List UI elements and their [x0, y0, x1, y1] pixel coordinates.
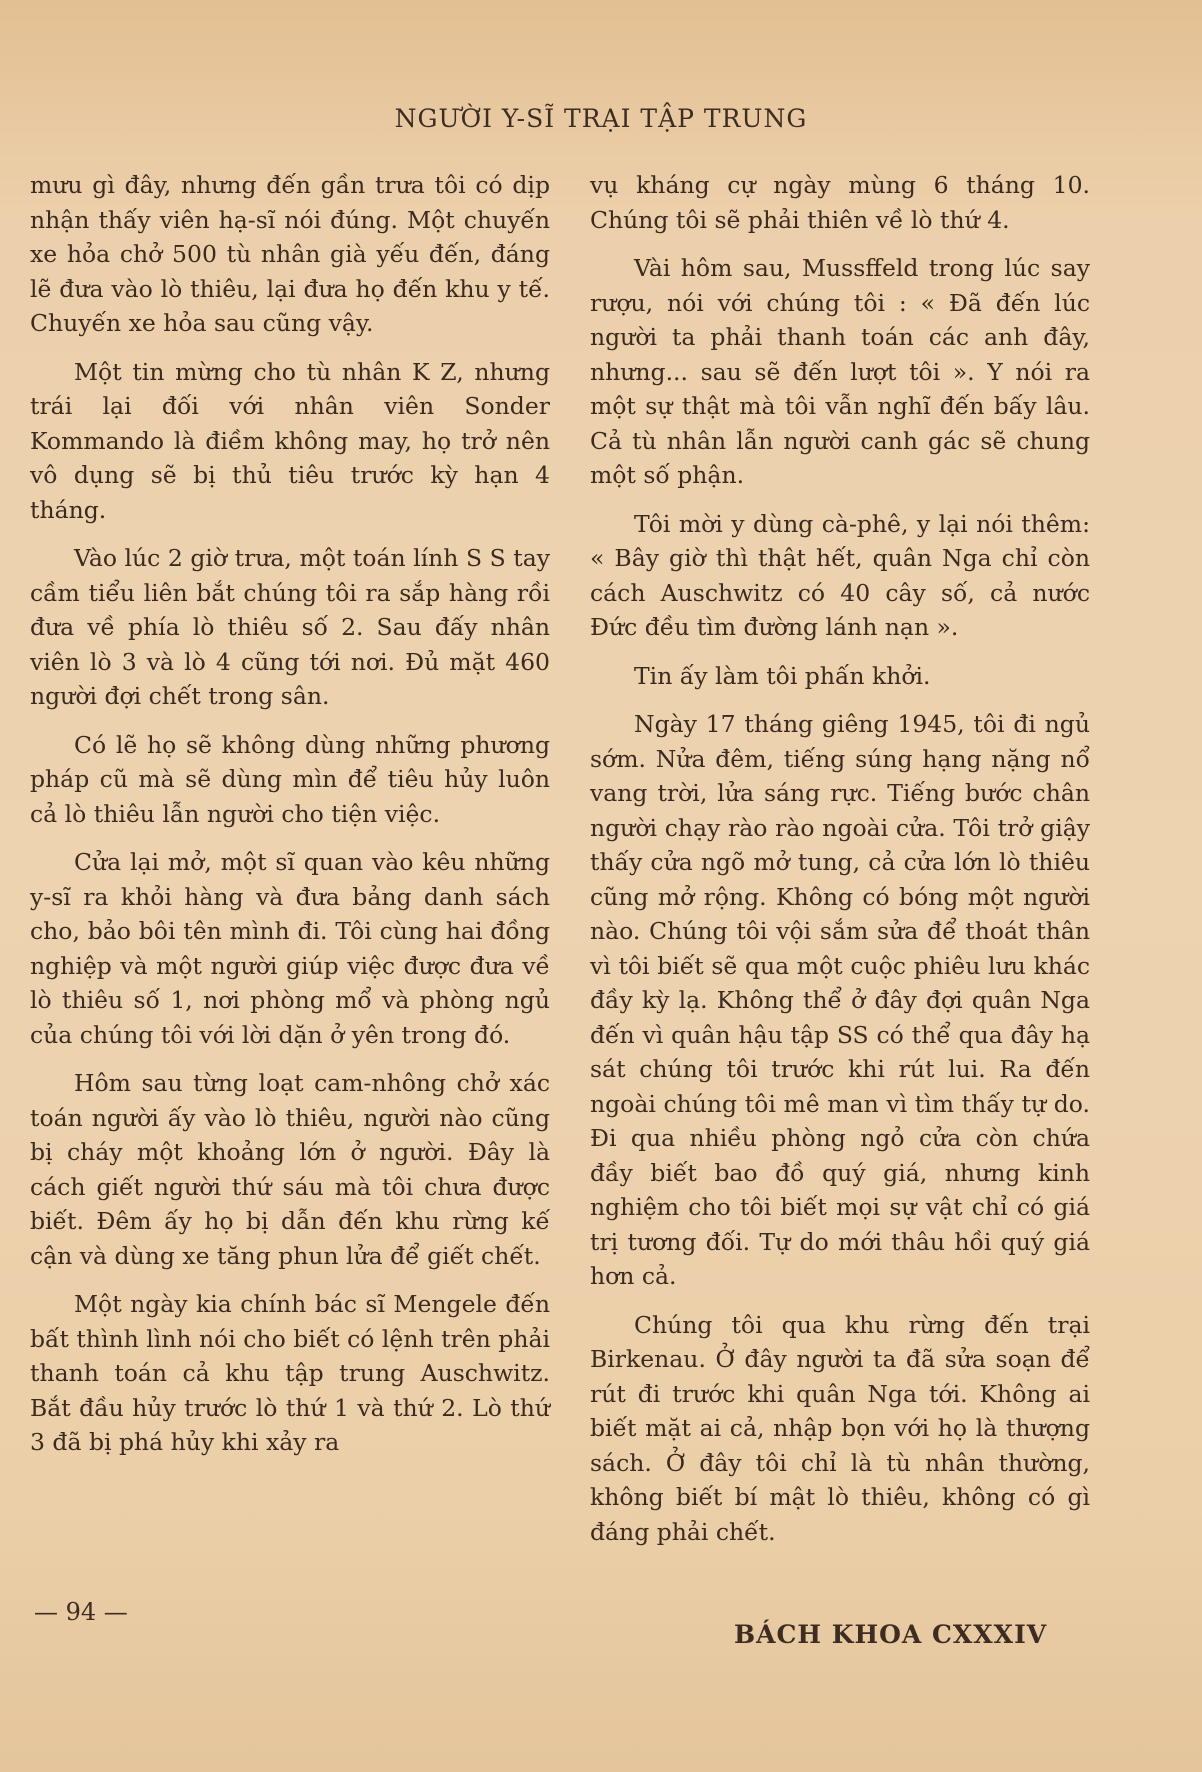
paragraph: Ngày 17 tháng giêng 1945, tôi đi ngủ sớm. Nửa đêm, tiếng súng hạng nặng nổ vang trời, lửa sáng rực. Tiếng bước chân người chạy rào rào ngoài cửa. Tôi trở giậy thấy cửa ngõ mở tung, cả cửa lớn lò thiêu cũng mở rộng. Không có bóng một người nào. Chúng tôi vội sắm sửa để thoát thân vì tôi biết sẽ qua một cuộc phiêu lưu khác đầy kỳ lạ. Không thể ở đây đợi quân Nga đến vì quân hậu tập SS có thể qua đây hạ sát chúng tôi trước khi rút lui. Ra đến ngoài chúng tôi mê man vì tìm thấy tự do. Đi qua nhiều phòng ngỏ cửa còn chứa đầy biết bao đồ quý giá, nhưng kinh nghiệm cho tôi biết mọi sự vật chỉ có giá trị tương đối. Tự do mới thâu hồi quý giá hơn cả. [590, 710, 1090, 1290]
paragraph: Chúng tôi qua khu rừng đến trại Birkenau. Ở đây người ta đã sửa soạn để rút đi trước khi quân Nga tới. Không ai biết mặt ai cả, nhập bọn với họ là thượng sách. Ở đây tôi chỉ là tù nhân thường, không biết bí mật lò thiêu, không có gì đáng phải chết. [590, 1310, 1090, 1546]
page-header-title: NGƯỜI Y-SĨ TRẠI TẬP TRUNG [394, 104, 808, 133]
paragraph: Tôi mời y dùng cà-phê, y lại nói thêm: « Bây giờ thì thật hết, quân Nga chỉ còn cách Auschwitz có 40 cây số, cả nước Đức đều tìm đường lánh nạn ». [590, 509, 1090, 641]
paragraph: Một tin mừng cho tù nhân K Z, nhưng trái lại đối với nhân viên Sonder Kommando là điềm không may, họ trở nên vô dụng sẽ bị thủ tiêu trước kỳ hạn 4 tháng. [30, 357, 550, 524]
paragraph: Vài hôm sau, Mussffeld trong lúc say rượu, nói với chúng tôi : « Đã đến lúc người ta phải thanh toán các anh đây, nhưng... sau sẽ đến lượt tôi ». Y nói ra một sự thật mà tôi vẫn nghĩ đến bấy lâu. Cả tù nhân lẫn người canh gác sẽ chung một số phận. [590, 254, 1090, 489]
page-number: — 94 — [34, 1598, 128, 1626]
paragraph: Một ngày kia chính bác sĩ Mengele đến bất thình lình nói cho biết có lệnh trên phải thanh toán cả khu tập trung Auschwitz. Bắt đầu hủy trước lò thứ 1 và thứ 2. Lò thứ 3 đã bị phá hủy khi xảy ra [30, 1290, 550, 1456]
paragraph: vụ kháng cự ngày mùng 6 tháng 10. Chúng tôi sẽ phải thiên về lò thứ 4. [590, 171, 1090, 234]
left-column [30, 168, 550, 1474]
paragraph: Vào lúc 2 giờ trưa, một toán lính S S tay cầm tiểu liên bắt chúng tôi ra sắp hàng rồi đưa về phía lò thiêu số 2. Sau đấy nhân viên lò 3 và lò 4 cũng tới nơi. Đủ mặt 460 người đợi chết trong sân. [30, 544, 550, 710]
paragraph: mưu gì đây, nhưng đến gần trưa tôi có dịp nhận thấy viên hạ-sĩ nói đúng. Một chuyến xe hỏa chở 500 tù nhân già yếu đến, đáng lẽ đưa vào lò thiêu, lại đưa họ đến khu y tế. Chuyến xe hỏa sau cũng vậy. [30, 171, 550, 337]
paragraph: Cửa lại mở, một sĩ quan vào kêu những y-sĩ ra khỏi hàng và đưa bảng danh sách cho, bảo bôi tên mình đi. Tôi cùng hai đồng nghiệp và một người giúp việc được đưa về lò thiêu số 1, nơi phòng mổ và phòng ngủ của chúng tôi với lời dặn ở yên trong đó. [30, 848, 550, 1049]
publication-name: BÁCH KHOA CXXXIV [734, 1620, 1048, 1649]
paragraph: Tin ấy làm tôi phấn khởi. [634, 661, 931, 690]
paragraph: Có lẽ họ sẽ không dùng những phương pháp cũ mà sẽ dùng mìn để tiêu hủy luôn cả lò thiêu lẫn người cho tiện việc. [30, 730, 550, 828]
paragraph: Hôm sau từng loạt cam-nhông chở xác toán người ấy vào lò thiêu, người nào cũng bị cháy một khoảng lớn ở người. Đây là cách giết người thứ sáu mà tôi chưa được biết. Đêm ấy họ bị dẫn đến khu rừng kế cận và dùng xe tăng phun lửa để giết chết. [30, 1069, 550, 1270]
right-column [590, 168, 1090, 1563]
